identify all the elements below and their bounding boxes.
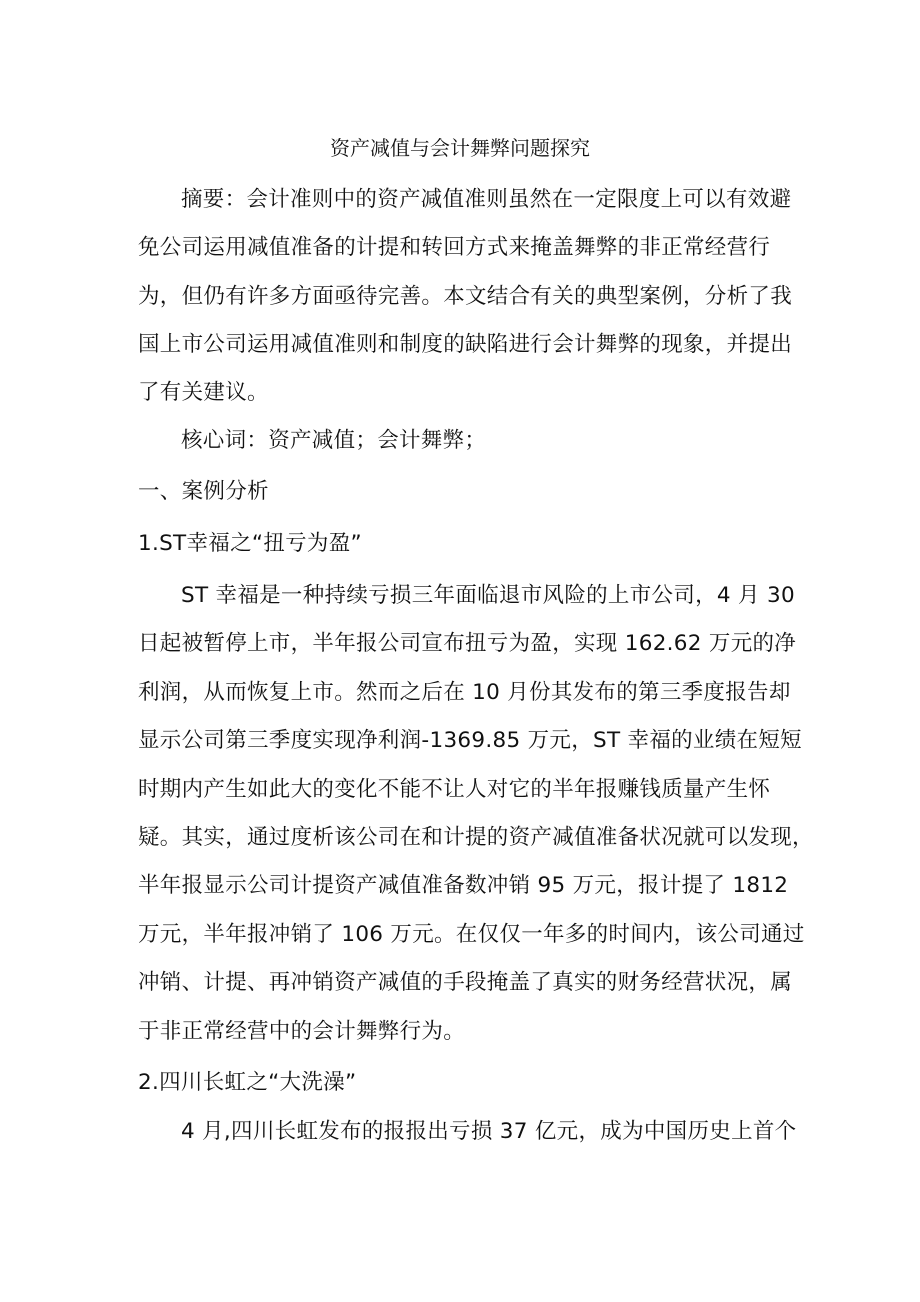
section-heading: 一、案例分析	[138, 479, 269, 504]
case1-line: 利润，从而恢复上市。然而之后在 10 月份其发布的第三季度报告却	[138, 680, 791, 705]
case1-heading: 1.ST幸福之“扭亏为盈”	[138, 531, 362, 556]
abstract-line: 免公司运用减值准备的计提和转回方式来掩盖舞弊的非正常经营行	[138, 235, 771, 260]
document-title: 资产减值与会计舞弊问题探究	[330, 136, 590, 160]
case1-line: 疑。其实，通过度析该公司在和计提的资产减值准备状况就可以发现，	[138, 825, 814, 850]
case1-line: 万元，半年报冲销了 106 万元。在仅仅一年多的时间内，该公司通过	[138, 922, 805, 947]
case2-heading: 2.四川长虹之“大洗澡”	[138, 1070, 357, 1095]
case1-line: 日起被暂停上市，半年报公司宣布扭亏为盈，实现 162.62 万元的净	[138, 631, 797, 656]
keywords: 核心词：资产减值；会计舞弊；	[181, 428, 487, 453]
case2-line: 4 月,四川长虹发布的报报出亏损 37 亿元，成为中国历史上首个	[181, 1119, 797, 1144]
case1-line: 半年报显示公司计提资产减值准备数冲销 95 万元，报计提了 1812	[138, 873, 789, 898]
abstract-line: 为，但仍有许多方面亟待完善。本文结合有关的典型案例，分析了我	[138, 284, 793, 309]
case1-line: 时期内产生如此大的变化不能不让人对它的半年报赚钱质量产生怀	[138, 777, 771, 802]
case1-line: 显示公司第三季度实现净利润-1369.85 万元，ST 幸福的业绩在短短	[138, 728, 802, 753]
case1-line: 冲销、计提、再冲销资产减值的手段掩盖了真实的财务经营状况，属	[138, 970, 793, 995]
abstract-line: 了有关建议。	[138, 380, 269, 405]
case1-line: 于非正常经营中的会计舞弊行为。	[138, 1019, 466, 1044]
case1-line: ST 幸福是一种持续亏损三年面临退市风险的上市公司，4 月 30	[181, 583, 795, 608]
abstract-line: 摘要：会计准则中的资产减值准则虽然在一定限度上可以有效避	[181, 187, 792, 212]
abstract-line: 国上市公司运用减值准则和制度的缺陷进行会计舞弊的现象，并提出	[138, 332, 793, 357]
